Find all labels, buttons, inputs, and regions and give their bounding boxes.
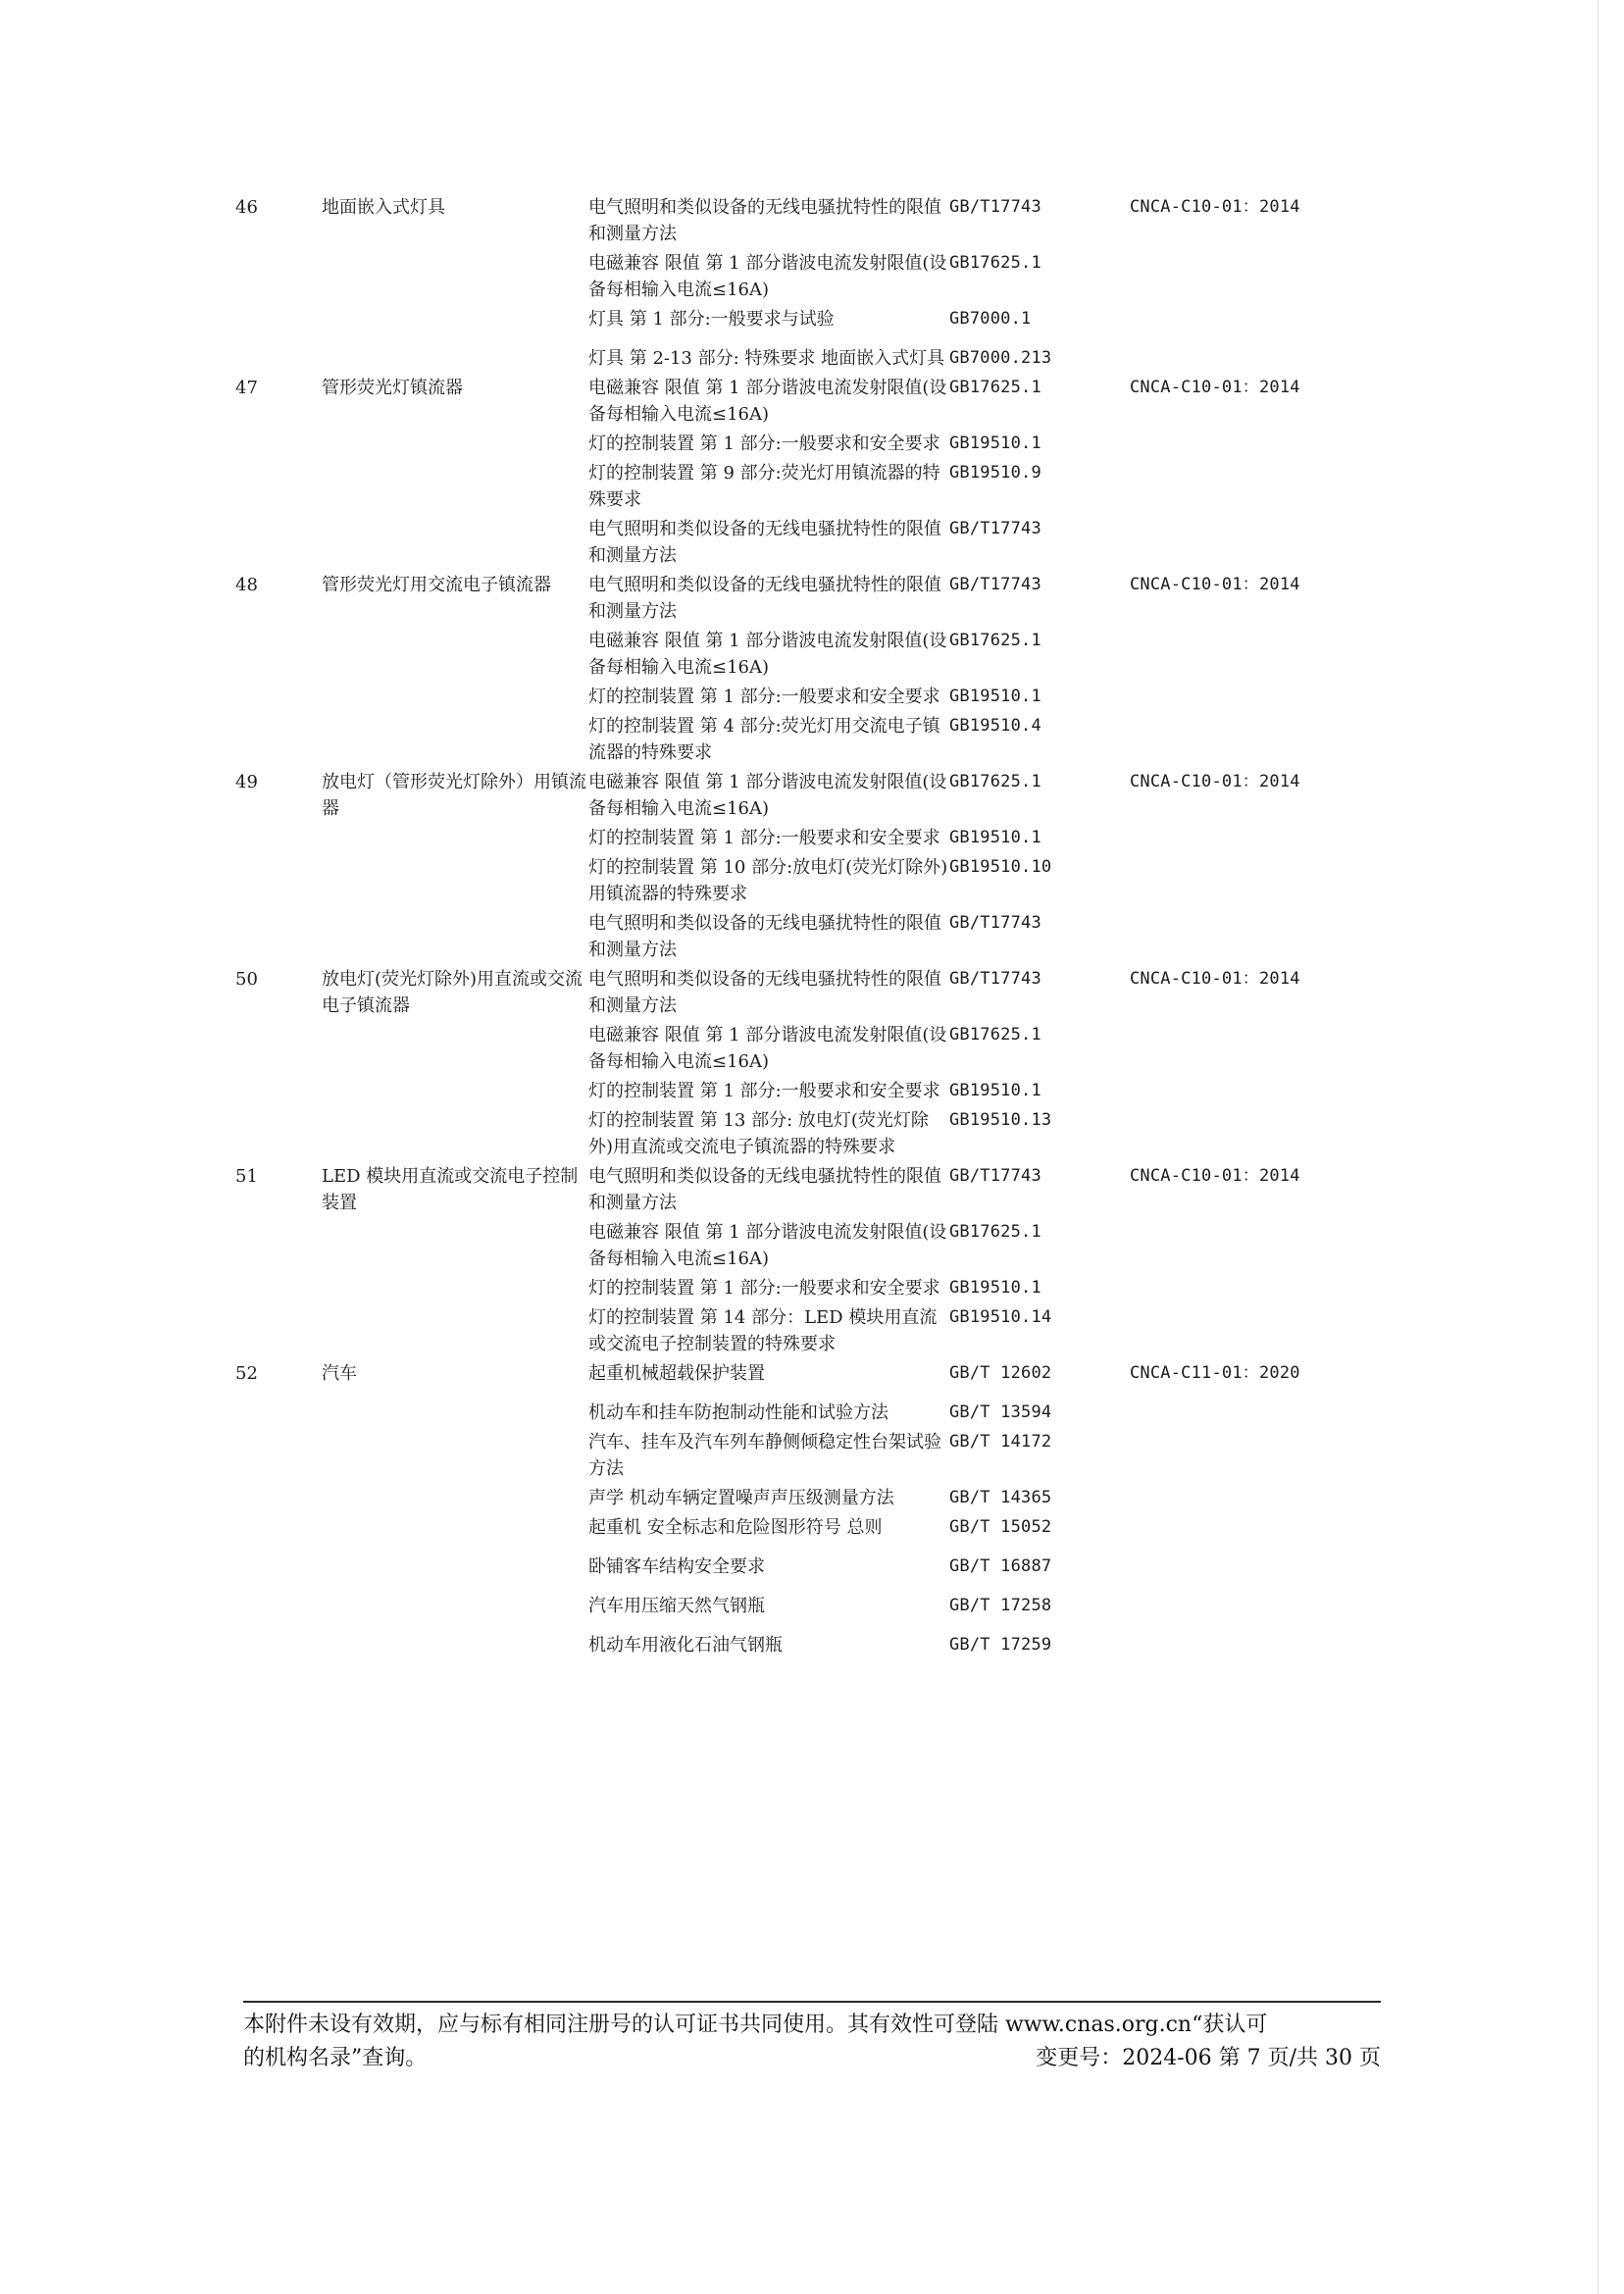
standard-code: GB/T17743 xyxy=(949,969,1041,989)
standard-code: GB19510.9 xyxy=(949,463,1041,483)
table-row xyxy=(235,684,1326,713)
certification-rule xyxy=(1130,335,1326,375)
standard-code: GB19510.4 xyxy=(949,716,1041,736)
standard-code: GB19510.14 xyxy=(949,1307,1052,1327)
certification-rule xyxy=(1130,1514,1326,1544)
page-number: 变更号：2024-06 第 7 页/共 30 页 xyxy=(1036,2046,1381,2070)
standard-code: GB17625.1 xyxy=(949,378,1041,397)
accreditation-scope-table xyxy=(235,194,1326,1661)
certification-rule xyxy=(1130,1022,1326,1078)
item-number xyxy=(235,1514,322,1544)
product-name: 地面嵌入式灯具 xyxy=(322,197,445,218)
table-row xyxy=(235,516,1326,572)
item-number: 47 xyxy=(235,378,258,398)
product-name xyxy=(322,1429,588,1485)
product-name: 管形荧光灯用交流电子镇流器 xyxy=(322,575,551,595)
table-row xyxy=(235,1360,1326,1390)
table-row xyxy=(235,572,1326,628)
standard-title: 灯的控制装置 第 10 部分:放电灯(荧光灯除外)用镇流器的特殊要求 xyxy=(588,857,948,904)
standard-code: GB/T17743 xyxy=(949,197,1041,217)
standard-title: 电气照明和类似设备的无线电骚扰特性的限值和测量方法 xyxy=(588,197,941,244)
table-row xyxy=(235,1544,1326,1583)
standard-title: 汽车用压缩天然气钢瓶 xyxy=(588,1596,765,1616)
standard-title: 电气照明和类似设备的无线电骚扰特性的限值和测量方法 xyxy=(588,969,941,1016)
item-number xyxy=(235,1390,322,1429)
certification-rule xyxy=(1130,1583,1326,1622)
standard-code: GB/T 17259 xyxy=(949,1635,1052,1655)
standard-code: GB/T17743 xyxy=(949,575,1041,594)
standard-title: 电磁兼容 限值 第 1 部分谐波电流发射限值(设备每相输入电流≤16A) xyxy=(588,378,947,425)
standard-title: 灯的控制装置 第 14 部分：LED 模块用直流或交流电子控制装置的特殊要求 xyxy=(588,1307,938,1354)
item-number xyxy=(235,431,322,460)
scan-edge-line xyxy=(1598,0,1599,2294)
standard-title: 灯具 第 1 部分:一般要求与试验 xyxy=(588,309,835,330)
table-row xyxy=(235,1304,1326,1360)
standard-title: 灯的控制装置 第 1 部分:一般要求和安全要求 xyxy=(588,433,940,454)
standard-code: GB19510.10 xyxy=(949,857,1052,877)
certification-rule xyxy=(1130,1622,1326,1661)
standard-code: GB17625.1 xyxy=(949,1222,1041,1242)
product-name: 管形荧光灯镇流器 xyxy=(322,378,463,398)
table-row xyxy=(235,1622,1326,1661)
table-row xyxy=(235,460,1326,516)
table-row xyxy=(235,910,1326,966)
certification-rule: CNCA-C10-01：2014 xyxy=(1130,378,1300,397)
table-row xyxy=(235,966,1326,1022)
standard-code: GB/T 17258 xyxy=(949,1596,1052,1615)
product-name xyxy=(322,1275,588,1304)
table-row xyxy=(235,1514,1326,1544)
certification-rule xyxy=(1130,1485,1326,1514)
standard-code: GB17625.1 xyxy=(949,772,1041,791)
standard-title: 电气照明和类似设备的无线电骚扰特性的限值和测量方法 xyxy=(588,519,941,566)
table-body xyxy=(235,194,1326,1661)
certification-rule: CNCA-C10-01：2014 xyxy=(1130,197,1300,217)
standard-title: 灯的控制装置 第 13 部分: 放电灯(荧光灯除外)用直流或交流电子镇流器的特殊要求 xyxy=(588,1110,929,1157)
item-number xyxy=(235,335,322,375)
item-number xyxy=(235,684,322,713)
table-row xyxy=(235,825,1326,854)
table-row xyxy=(235,194,1326,250)
table-row xyxy=(235,335,1326,375)
item-number xyxy=(235,1275,322,1304)
item-number xyxy=(235,1583,322,1622)
standard-code: GB/T 14172 xyxy=(949,1432,1052,1452)
product-name xyxy=(322,1514,588,1544)
standard-title: 灯的控制装置 第 9 部分:荧光灯用镇流器的特殊要求 xyxy=(588,463,940,510)
standard-title: 灯的控制装置 第 4 部分:荧光灯用交流电子镇流器的特殊要求 xyxy=(588,716,940,763)
certification-rule xyxy=(1130,516,1326,572)
standard-title: 电磁兼容 限值 第 1 部分谐波电流发射限值(设备每相输入电流≤16A) xyxy=(588,1025,947,1072)
product-name xyxy=(322,684,588,713)
footer-note: 本附件未设有效期，应与标有相同注册号的认可证书共同使用。其有效性可登陆 www.cnas.org.cn“获认可 xyxy=(243,2013,1268,2037)
item-number xyxy=(235,1022,322,1078)
table-row xyxy=(235,769,1326,825)
table-row xyxy=(235,250,1326,306)
standard-title: 声学 机动车辆定置噪声声压级测量方法 xyxy=(588,1488,894,1508)
standard-code: GB19510.1 xyxy=(949,433,1041,453)
standard-title: 电磁兼容 限值 第 1 部分谐波电流发射限值(设备每相输入电流≤16A) xyxy=(588,772,947,819)
product-name xyxy=(322,910,588,966)
item-number xyxy=(235,1544,322,1583)
certification-rule xyxy=(1130,1429,1326,1485)
table-row xyxy=(235,1485,1326,1514)
item-number xyxy=(235,306,322,335)
standard-title: 灯的控制装置 第 1 部分:一般要求和安全要求 xyxy=(588,687,940,707)
product-name: 放电灯（管形荧光灯除外）用镇流器 xyxy=(322,772,586,819)
certification-rule xyxy=(1130,1275,1326,1304)
item-number xyxy=(235,1485,322,1514)
product-name xyxy=(322,1078,588,1107)
standard-code: GB/T 13594 xyxy=(949,1402,1052,1422)
product-name xyxy=(322,431,588,460)
certification-rule xyxy=(1130,910,1326,966)
product-name xyxy=(322,854,588,910)
item-number xyxy=(235,1304,322,1360)
certification-rule: CNCA-C10-01：2014 xyxy=(1130,1166,1300,1186)
item-number: 49 xyxy=(235,772,258,792)
standard-code: GB17625.1 xyxy=(949,631,1041,650)
standard-title: 电磁兼容 限值 第 1 部分谐波电流发射限值(设备每相输入电流≤16A) xyxy=(588,253,947,300)
item-number: 52 xyxy=(235,1363,258,1384)
item-number xyxy=(235,713,322,769)
standard-code: GB/T17743 xyxy=(949,913,1041,933)
standard-code: GB19510.13 xyxy=(949,1110,1052,1130)
standard-code: GB19510.1 xyxy=(949,1081,1041,1100)
certification-rule xyxy=(1130,684,1326,713)
certification-rule xyxy=(1130,1390,1326,1429)
standard-title: 电磁兼容 限值 第 1 部分谐波电流发射限值(设备每相输入电流≤16A) xyxy=(588,631,947,678)
page-footer xyxy=(243,2001,1381,2075)
table-row xyxy=(235,306,1326,335)
product-name xyxy=(322,1583,588,1622)
table-row xyxy=(235,1163,1326,1219)
standard-title: 汽车、挂车及汽车列车静侧倾稳定性台架试验方法 xyxy=(588,1432,941,1479)
certification-rule xyxy=(1130,306,1326,335)
item-number xyxy=(235,1622,322,1661)
product-name xyxy=(322,1107,588,1163)
certification-rule: CNCA-C11-01：2020 xyxy=(1130,1363,1300,1383)
certification-rule xyxy=(1130,1304,1326,1360)
standard-title: 机动车和挂车防抱制动性能和试验方法 xyxy=(588,1402,888,1423)
table-row xyxy=(235,1583,1326,1622)
table-row xyxy=(235,1390,1326,1429)
item-number xyxy=(235,1429,322,1485)
certification-rule xyxy=(1130,431,1326,460)
standard-title: 起重机械超载保护装置 xyxy=(588,1363,765,1384)
table-row xyxy=(235,628,1326,684)
standard-title: 卧铺客车结构安全要求 xyxy=(588,1556,765,1577)
table-row xyxy=(235,375,1326,431)
certification-rule xyxy=(1130,1544,1326,1583)
item-number xyxy=(235,460,322,516)
item-number xyxy=(235,1078,322,1107)
standard-code: GB/T 16887 xyxy=(949,1556,1052,1576)
standard-title: 电气照明和类似设备的无线电骚扰特性的限值和测量方法 xyxy=(588,575,941,622)
standard-title: 电气照明和类似设备的无线电骚扰特性的限值和测量方法 xyxy=(588,1166,941,1213)
item-number xyxy=(235,910,322,966)
product-name xyxy=(322,306,588,335)
item-number: 50 xyxy=(235,969,258,990)
item-number xyxy=(235,1219,322,1275)
footer-row xyxy=(243,2042,1381,2075)
product-name xyxy=(322,516,588,572)
product-name xyxy=(322,1219,588,1275)
item-number: 51 xyxy=(235,1166,258,1187)
certification-rule xyxy=(1130,628,1326,684)
table-row xyxy=(235,1078,1326,1107)
product-name xyxy=(322,628,588,684)
table-row xyxy=(235,1275,1326,1304)
standard-code: GB19510.1 xyxy=(949,828,1041,847)
standard-title: 灯的控制装置 第 1 部分:一般要求和安全要求 xyxy=(588,1081,940,1101)
item-number xyxy=(235,516,322,572)
product-name xyxy=(322,1022,588,1078)
certification-rule: CNCA-C10-01：2014 xyxy=(1130,772,1300,791)
certification-rule: CNCA-C10-01：2014 xyxy=(1130,575,1300,594)
standard-title: 电磁兼容 限值 第 1 部分谐波电流发射限值(设备每相输入电流≤16A) xyxy=(588,1222,947,1269)
product-name: 汽车 xyxy=(322,1363,357,1384)
product-name xyxy=(322,825,588,854)
product-name xyxy=(322,1390,588,1429)
item-number xyxy=(235,628,322,684)
standard-code: GB/T 12602 xyxy=(949,1363,1052,1383)
standard-title: 灯的控制装置 第 1 部分:一般要求和安全要求 xyxy=(588,828,940,848)
certification-rule xyxy=(1130,250,1326,306)
standard-title: 灯的控制装置 第 1 部分:一般要求和安全要求 xyxy=(588,1278,940,1299)
table-row xyxy=(235,1107,1326,1163)
table-row xyxy=(235,431,1326,460)
item-number: 46 xyxy=(235,197,258,218)
certification-rule xyxy=(1130,713,1326,769)
item-number xyxy=(235,825,322,854)
product-name xyxy=(322,1544,588,1583)
standard-code: GB/T17743 xyxy=(949,1166,1041,1186)
table-row xyxy=(235,854,1326,910)
standard-code: GB7000.213 xyxy=(949,348,1052,368)
table-row xyxy=(235,1219,1326,1275)
item-number xyxy=(235,1107,322,1163)
product-name: LED 模块用直流或交流电子控制装置 xyxy=(322,1166,579,1213)
product-name xyxy=(322,335,588,375)
product-name: 放电灯(荧光灯除外)用直流或交流电子镇流器 xyxy=(322,969,584,1016)
item-number xyxy=(235,854,322,910)
standard-title: 机动车用液化石油气钢瓶 xyxy=(588,1635,783,1656)
table-row xyxy=(235,713,1326,769)
product-name xyxy=(322,250,588,306)
standard-title: 灯具 第 2-13 部分: 特殊要求 地面嵌入式灯具 xyxy=(588,348,945,369)
standard-code: GB19510.1 xyxy=(949,687,1041,706)
standard-code: GB19510.1 xyxy=(949,1278,1041,1298)
product-name xyxy=(322,460,588,516)
footer-note-continued: 的机构名录”查询。 xyxy=(243,2046,428,2070)
standard-title: 电气照明和类似设备的无线电骚扰特性的限值和测量方法 xyxy=(588,913,941,960)
certification-rule xyxy=(1130,1107,1326,1163)
certification-rule xyxy=(1130,854,1326,910)
standard-code: GB/T17743 xyxy=(949,519,1041,538)
standard-title: 起重机 安全标志和危险图形符号 总则 xyxy=(588,1517,883,1538)
product-name xyxy=(322,1304,588,1360)
product-name xyxy=(322,1622,588,1661)
certification-rule xyxy=(1130,1078,1326,1107)
certification-rule xyxy=(1130,1219,1326,1275)
standard-code: GB/T 14365 xyxy=(949,1488,1052,1507)
standard-code: GB17625.1 xyxy=(949,253,1041,273)
table-row xyxy=(235,1429,1326,1485)
table-row xyxy=(235,1022,1326,1078)
standard-code: GB/T 15052 xyxy=(949,1517,1052,1537)
product-name xyxy=(322,1485,588,1514)
product-name xyxy=(322,713,588,769)
standard-code: GB7000.1 xyxy=(949,309,1032,329)
certification-rule: CNCA-C10-01：2014 xyxy=(1130,969,1300,989)
item-number xyxy=(235,250,322,306)
standard-code: GB17625.1 xyxy=(949,1025,1041,1045)
certification-rule xyxy=(1130,825,1326,854)
certification-rule xyxy=(1130,460,1326,516)
item-number: 48 xyxy=(235,575,258,595)
